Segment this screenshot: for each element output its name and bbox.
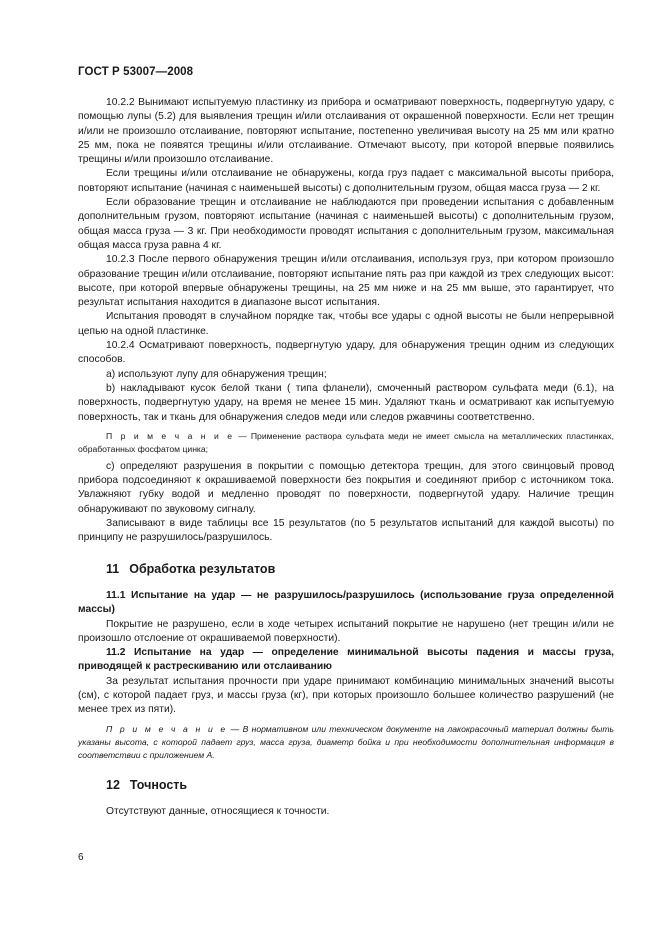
- document-body: [78, 96, 614, 819]
- paragraph-10-2-4: 10.2.4 Осматривают поверхность, подвергнутую удару, для обнаружения трещин одним из следующих способов.: [78, 340, 614, 366]
- list-item-b: b) накладывают кусок белой ткани ( типа фланели), смоченный раствором сульфата меди (6.1), на поверхность, подвергнутую удару, на время не менее 15 мин. Удаляют ткань и осматривают как испытуемую поверхность, так и ткань для обнаружения следов меди или следов ржавчины соответственно.: [78, 382, 614, 423]
- subsection-11-2-title: 11.2 Испытание на удар — определение минимальной высоты падения и массы груза, приводящей к растрескиванию или отслаиванию: [78, 647, 614, 673]
- section-12-heading: [78, 778, 614, 792]
- subsection-11-1-text: Покрытие не разрушено, если в ходе четырех испытаний покрытие не нарушено (нет трещин и/или не произошло отслоение от окрашиваемой поверхности).: [78, 618, 614, 644]
- section-11-heading: [78, 562, 614, 576]
- section-12-text: Отсутствуют данные, относящиеся к точности.: [106, 805, 330, 817]
- page-number: 6: [78, 852, 84, 863]
- paragraph-additional-weight-2kg: Если трещины и/или отслаивание не обнаружены, когда груз падает с максимальной высоты прибора, повторяют испытание (начиная с наименьшей высоты) с дополнительным грузом, общая масса груза — 2 кг.: [78, 168, 614, 194]
- note-label: П р и м е ч а н и е: [106, 723, 228, 734]
- paragraph-10-2-2: 10.2.2 Вынимают испытуемую пластинку из прибора и осматривают поверхность, подвергнутую удару, с помощью лупы (5.2) для выявления трещин и/или отслаивания от окрашенной поверхности. Если нет трещин и/или не произошло отслаивание, повторяют испытание, постепенно увеличивая высоту на 25 мм или кратно 25 мм, пока не появятся трещины и/или отслаивание. Отмечают высоту, при которой впервые появились трещины и/или произошло отслаивание.: [78, 97, 614, 166]
- note-copper-sulfate: [78, 430, 614, 456]
- note-documentation: [78, 723, 614, 762]
- note-label: П р и м е ч а н и е: [106, 430, 235, 441]
- list-item-c: c) определяют разрушения в покрытии с помощью детектора трещин, для этого свинцовый провод прибора подсоединяют к окрашиваемой поверхности без покрытия и соединяют прибор с источником тока. Увлажняют губку водой и медленно проводят по поверхности, подвергнутой удару. Наличие трещин обнаруживают по звуковому сигналу.: [78, 460, 614, 515]
- document-header: ГОСТ Р 53007—2008: [78, 66, 194, 78]
- paragraph-10-2-3: 10.2.3 После первого обнаружения трещин и/или отслаивания, используя груз, при котором произошло образование трещин и/или отслаивание, повторяют испытание пять раз при каждой из трех следующих высот: высоте, при которой впервые обнаружены трещины, на 25 мм ниже и на 25 мм выше, это гарантирует, что результат испытания находится в диапазоне высот испытания.: [78, 254, 614, 309]
- section-number: 12: [106, 777, 120, 792]
- paragraph-random-order: Испытания проводят в случайном порядке так, чтобы все удары с одной высоты не были непрерывной цепью на одной пластинке.: [78, 311, 614, 337]
- note-text: — В нормативном или техническом документе на лакокрасочный материал должны быть указаны высота, с которой падает груз, масса груза, диаметр бойка и при необходимости дополнительная информация в соответствии с приложением А.: [78, 723, 614, 760]
- section-title: Точность: [129, 777, 188, 792]
- section-title: Обработка результатов: [129, 561, 276, 576]
- subsection-11-2-text: За результат испытания прочности при ударе принимают комбинацию минимальных значений высоты (см), с которой падает груз, и массы груза (кг), при которых произошло большее количество разрушений (не менее трех из пяти).: [78, 675, 614, 716]
- paragraph-additional-weight-3kg: Если образование трещин и отслаивание не наблюдаются при проведении испытания с добавленным дополнительным грузом, повторяют испытание (начиная с наименьшей высоты) с дополнительным грузом, общая масса груза — 3 кг. При необходимости проводят испытания с дополнительным грузом, максимальная общая масса груза равна 4 кг.: [78, 197, 614, 251]
- section-number: 11: [106, 561, 120, 576]
- list-item-a: a) используют лупу для обнаружения трещин;: [106, 368, 327, 380]
- subsection-11-1-title: 11.1 Испытание на удар — не разрушилось/разрушилось (использование груза определенной массы): [78, 589, 614, 616]
- paragraph-results-table: Записывают в виде таблицы все 15 результатов (по 5 результатов испытаний для каждой высоты) по принципу не разрушилось/разрушилось.: [78, 518, 614, 544]
- note-text: — Применение раствора сульфата меди не имеет смысла на металлических пластинках, обработанных фосфатом цинка;: [78, 430, 614, 454]
